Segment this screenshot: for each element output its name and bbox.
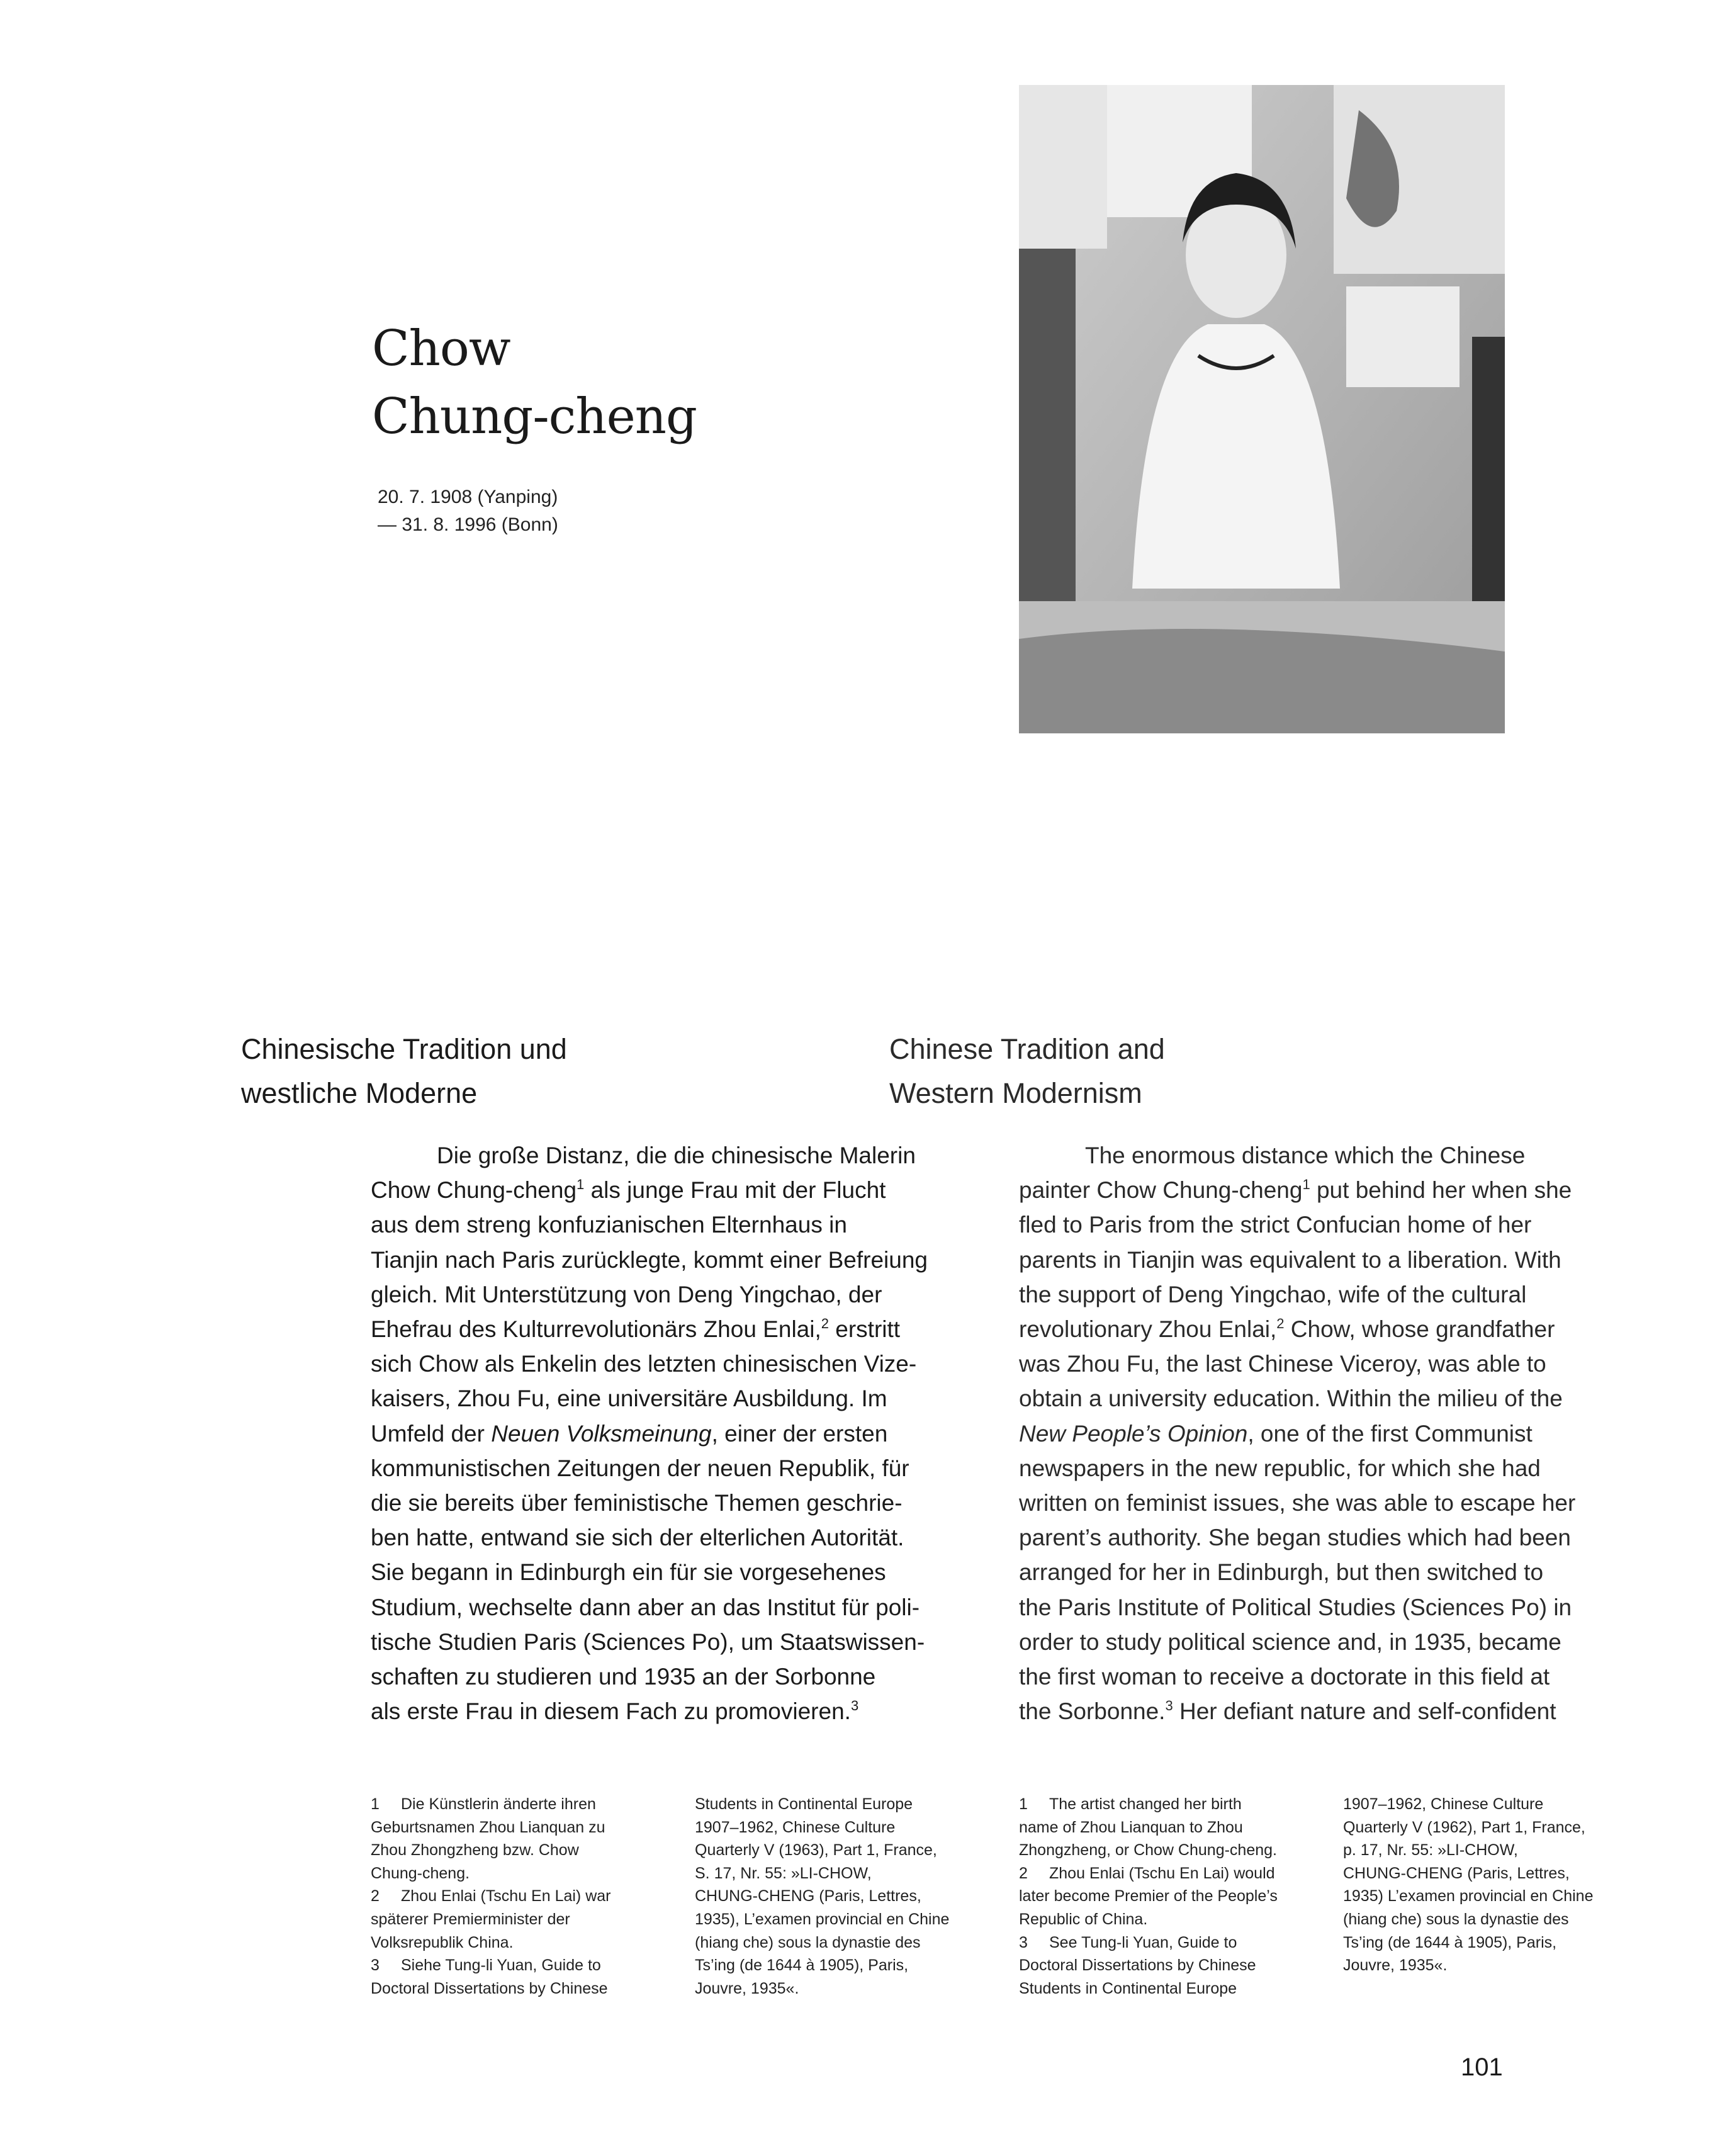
text-segment: the support of Deng Yingchao, wife of the cultural <box>1019 1281 1527 1307</box>
footnote-text: Quarterly V (1963), Part 1, France, <box>695 1841 937 1860</box>
footnote-text: 1935), L’examen provincial en Chine <box>695 1910 950 1928</box>
text-segment: parents in Tianjin was equivalent to a liberation. With <box>1019 1246 1561 1273</box>
english-heading-line: Chinese Tradition and <box>889 1033 1165 1065</box>
footnote-line <box>1343 1862 1633 1885</box>
german-heading-line: westliche Moderne <box>241 1077 478 1109</box>
body-line <box>371 1694 994 1729</box>
footnote-line <box>371 1954 660 1977</box>
italic-title: Neuen Volksmeinung <box>491 1420 712 1447</box>
footnote-text: Republic of China. <box>1019 1910 1148 1928</box>
german-footnotes-col1 <box>371 1793 660 2000</box>
footnote-text: Zhou Zhongzheng bzw. Chow <box>371 1841 579 1860</box>
footnote-line <box>371 1816 660 1839</box>
footnote-text: Zhou Enlai (Tschu En Lai) would <box>1049 1864 1275 1882</box>
body-line <box>371 1312 994 1346</box>
italic-title: New People’s Opinion <box>1019 1420 1248 1447</box>
body-line <box>371 1346 994 1381</box>
footnote-text: Ts’ing (de 1644 à 1905), Paris, <box>1343 1933 1557 1951</box>
footnote-text: späterer Premierminister der <box>371 1910 570 1928</box>
footnote-text: 1907–1962, Chinese Culture <box>695 1818 896 1836</box>
text-segment: the Paris Institute of Political Studies (Sciences Po) in <box>1019 1594 1572 1620</box>
text-segment: revolutionary Zhou Enlai, <box>1019 1316 1277 1343</box>
body-line <box>371 1520 994 1555</box>
footnote-line <box>1019 1816 1308 1839</box>
body-line <box>371 1277 994 1312</box>
text-segment: Tianjin nach Paris zurücklegte, kommt einer Befreiung <box>371 1246 928 1273</box>
text-segment: put behind her when she <box>1310 1177 1572 1204</box>
footnote-text: name of Zhou Lianquan to Zhou <box>1019 1818 1243 1836</box>
footnote-line <box>1343 1816 1633 1839</box>
body-line <box>1019 1694 1642 1729</box>
body-line <box>1019 1381 1642 1416</box>
body-line <box>1019 1346 1642 1381</box>
body-line <box>1019 1520 1642 1555</box>
text-segment: Chow, whose grandfather <box>1284 1316 1555 1343</box>
german-heading-line: Chinesische Tradition und <box>241 1033 567 1065</box>
text-segment: Chow Chung-cheng <box>371 1177 577 1204</box>
english-heading <box>889 1027 1165 1115</box>
footnote-line <box>1019 1931 1308 1955</box>
footnote-text: Doctoral Dissertations by Chinese <box>371 1979 608 1997</box>
footnote-text: See Tung-li Yuan, Guide to <box>1049 1933 1237 1951</box>
body-line <box>371 1625 994 1659</box>
footnote-text: (hiang che) sous la dynastie des <box>1343 1910 1569 1928</box>
footnote-number: 2 <box>371 1887 380 1905</box>
footnote-line <box>1019 1908 1308 1931</box>
text-segment: Die große Distanz, die die chinesische Malerin <box>437 1143 916 1168</box>
footnote-number: 3 <box>1019 1933 1028 1951</box>
text-segment: als junge Frau mit der Flucht <box>584 1177 886 1204</box>
text-segment: aus dem streng konfuzianischen Elternhaus in <box>371 1212 847 1238</box>
footnote-line <box>371 1931 660 1955</box>
body-line <box>1019 1555 1642 1589</box>
death-date: — 31. 8. 1996 (Bonn) <box>378 514 558 535</box>
text-segment: , one of the first Communist <box>1247 1420 1533 1447</box>
footnote-line <box>695 1954 984 1977</box>
footnote-text: Doctoral Dissertations by Chinese <box>1019 1956 1256 1975</box>
body-line <box>371 1173 994 1207</box>
german-body-text <box>371 1138 994 1729</box>
body-line <box>1019 1173 1642 1207</box>
footnote-reference: 1 <box>577 1177 585 1193</box>
text-segment: Sie begann in Edinburgh ein für sie vorgesehenes <box>371 1559 886 1586</box>
footnote-reference: 3 <box>1165 1698 1173 1714</box>
body-line <box>371 1381 994 1416</box>
text-segment: The enormous distance which the Chinese <box>1085 1143 1526 1168</box>
footnote-line <box>695 1862 984 1885</box>
footnote-text: Geburtsnamen Zhou Lianquan zu <box>371 1818 605 1836</box>
text-segment: Studium, wechselte dann aber an das Institut für poli- <box>371 1594 920 1620</box>
footnote-line <box>371 1839 660 1862</box>
german-footnotes-col2 <box>695 1793 984 2000</box>
body-line <box>1019 1207 1642 1242</box>
text-segment: Her defiant nature and self-confident <box>1173 1698 1556 1725</box>
text-segment: als erste Frau in diesem Fach zu promovieren. <box>371 1698 851 1725</box>
footnote-line <box>695 1793 984 1816</box>
footnote-text: Ts’ing (de 1644 à 1905), Paris, <box>695 1956 909 1975</box>
footnote-line <box>1343 1885 1633 1908</box>
footnote-reference: 2 <box>1276 1316 1285 1332</box>
text-segment: die sie bereits über feministische Themen geschrie- <box>371 1490 903 1516</box>
footnote-text: later become Premier of the People’s <box>1019 1887 1278 1905</box>
footnote-text: p. 17, Nr. 55: »LI-CHOW, <box>1343 1841 1518 1860</box>
text-segment: the Sorbonne. <box>1019 1698 1166 1725</box>
footnote-text: The artist changed her birth <box>1049 1795 1242 1813</box>
footnote-text: S. 17, Nr. 55: »LI-CHOW, <box>695 1864 872 1882</box>
footnote-text: Siehe Tung-li Yuan, Guide to <box>401 1956 601 1975</box>
text-segment: newspapers in the new republic, for which she had <box>1019 1455 1541 1481</box>
footnote-text: CHUNG-CHENG (Paris, Lettres, <box>695 1887 921 1905</box>
german-heading <box>241 1027 567 1115</box>
text-segment: painter Chow Chung-cheng <box>1019 1177 1303 1204</box>
footnote-line <box>1343 1793 1633 1816</box>
text-segment: , einer der ersten <box>711 1420 888 1447</box>
life-dates <box>378 483 558 539</box>
body-line <box>1019 1138 1642 1173</box>
footnote-line <box>1019 1885 1308 1908</box>
footnote-line <box>695 1931 984 1955</box>
body-line <box>1019 1312 1642 1346</box>
footnote-text: Die Künstlerin änderte ihren <box>401 1795 596 1813</box>
footnote-text: Chung-cheng. <box>371 1864 470 1882</box>
footnote-text: CHUNG-CHENG (Paris, Lettres, <box>1343 1864 1570 1882</box>
footnote-reference: 2 <box>821 1316 829 1332</box>
artist-name-title <box>372 315 697 451</box>
body-line <box>371 1486 994 1520</box>
text-segment: written on feminist issues, she was able to escape her <box>1019 1490 1576 1516</box>
text-segment: sich Chow als Enkelin des letzten chinesischen Vize- <box>371 1351 917 1377</box>
footnote-text: (hiang che) sous la dynastie des <box>695 1933 921 1951</box>
text-segment: arranged for her in Edinburgh, but then switched to <box>1019 1559 1544 1586</box>
footnote-number: 1 <box>371 1795 380 1813</box>
footnote-reference: 3 <box>850 1698 859 1714</box>
text-segment: Umfeld der <box>371 1420 492 1447</box>
text-segment: tische Studien Paris (Sciences Po), um Staatswissen- <box>371 1628 925 1655</box>
body-line <box>1019 1486 1642 1520</box>
footnote-line <box>1343 1839 1633 1862</box>
page-number: 101 <box>1461 2053 1503 2081</box>
footnote-text: 1935) L’examen provincial en Chine <box>1343 1887 1594 1905</box>
body-line <box>1019 1590 1642 1625</box>
footnote-line <box>695 1977 984 2001</box>
text-segment: was Zhou Fu, the last Chinese Viceroy, was able to <box>1019 1351 1546 1377</box>
text-segment: kaisers, Zhou Fu, eine universitäre Ausbildung. Im <box>371 1386 887 1412</box>
footnote-line <box>1019 1954 1308 1977</box>
body-line <box>371 1451 994 1486</box>
footnote-number: 1 <box>1019 1795 1028 1813</box>
footnote-line <box>695 1885 984 1908</box>
footnote-line <box>371 1885 660 1908</box>
footnote-number: 3 <box>371 1956 380 1975</box>
body-line <box>371 1416 994 1451</box>
footnote-line <box>371 1977 660 2001</box>
body-line <box>1019 1625 1642 1659</box>
body-line <box>371 1207 994 1242</box>
footnote-line <box>1019 1793 1308 1816</box>
footnote-line <box>695 1839 984 1862</box>
footnote-line <box>1343 1908 1633 1931</box>
footnote-number: 2 <box>1019 1864 1028 1882</box>
body-line <box>1019 1659 1642 1694</box>
text-segment: kommunistischen Zeitungen der neuen Republik, für <box>371 1455 909 1481</box>
text-segment: schaften zu studieren und 1935 an der Sorbonne <box>371 1664 876 1690</box>
english-footnotes-col2 <box>1343 1793 1633 1977</box>
footnote-text: Students in Continental Europe <box>1019 1979 1237 1997</box>
footnote-text: Zhongzheng, or Chow Chung-cheng. <box>1019 1841 1277 1860</box>
text-segment: gleich. Mit Unterstützung von Deng Yingchao, der <box>371 1281 882 1307</box>
footnote-line <box>1019 1862 1308 1885</box>
portrait-photo-icon <box>1019 85 1505 733</box>
footnote-text: Zhou Enlai (Tschu En Lai) war <box>401 1887 611 1905</box>
text-segment: order to study political science and, in 1935, became <box>1019 1628 1561 1655</box>
english-body-text <box>1019 1138 1642 1729</box>
text-segment: Ehefrau des Kulturrevolutionärs Zhou Enlai, <box>371 1316 821 1343</box>
text-segment: obtain a university education. Within the milieu of the <box>1019 1386 1563 1412</box>
footnote-text: Jouvre, 1935«. <box>1343 1956 1448 1975</box>
body-line <box>371 1590 994 1625</box>
footnote-line <box>695 1908 984 1931</box>
body-line <box>371 1659 994 1694</box>
footnote-line <box>1343 1931 1633 1955</box>
footnote-text: Jouvre, 1935«. <box>695 1979 799 1997</box>
body-line <box>371 1243 994 1277</box>
footnote-line <box>1019 1839 1308 1862</box>
title-line-2: Chung-cheng <box>372 388 697 445</box>
footnote-line <box>371 1793 660 1816</box>
footnote-line <box>371 1908 660 1931</box>
body-line <box>1019 1416 1642 1451</box>
footnote-line <box>695 1816 984 1839</box>
body-line <box>1019 1277 1642 1312</box>
body-line <box>1019 1243 1642 1277</box>
body-line <box>371 1555 994 1589</box>
footnote-text: Volksrepublik China. <box>371 1933 514 1951</box>
footnote-line <box>1343 1954 1633 1977</box>
footnote-text: Students in Continental Europe <box>695 1795 913 1813</box>
body-line <box>371 1138 994 1173</box>
text-segment: parent’s authority. She began studies which had been <box>1019 1525 1571 1551</box>
footnote-reference: 1 <box>1302 1177 1310 1193</box>
footnote-text: 1907–1962, Chinese Culture <box>1343 1795 1544 1813</box>
birth-date: 20. 7. 1908 (Yanping) <box>378 487 558 507</box>
footnote-text: Quarterly V (1962), Part 1, France, <box>1343 1818 1585 1836</box>
body-line <box>1019 1451 1642 1486</box>
text-segment: erstritt <box>829 1316 901 1343</box>
english-footnotes-col1 <box>1019 1793 1308 2000</box>
text-segment: fled to Paris from the strict Confucian home of her <box>1019 1212 1532 1238</box>
text-segment: the first woman to receive a doctorate in this field at <box>1019 1664 1550 1690</box>
title-line-1: Chow <box>372 320 510 377</box>
footnote-line <box>1019 1977 1308 2001</box>
footnote-line <box>371 1862 660 1885</box>
text-segment: ben hatte, entwand sie sich der elterlichen Autorität. <box>371 1525 904 1551</box>
english-heading-line: Western Modernism <box>889 1077 1142 1109</box>
